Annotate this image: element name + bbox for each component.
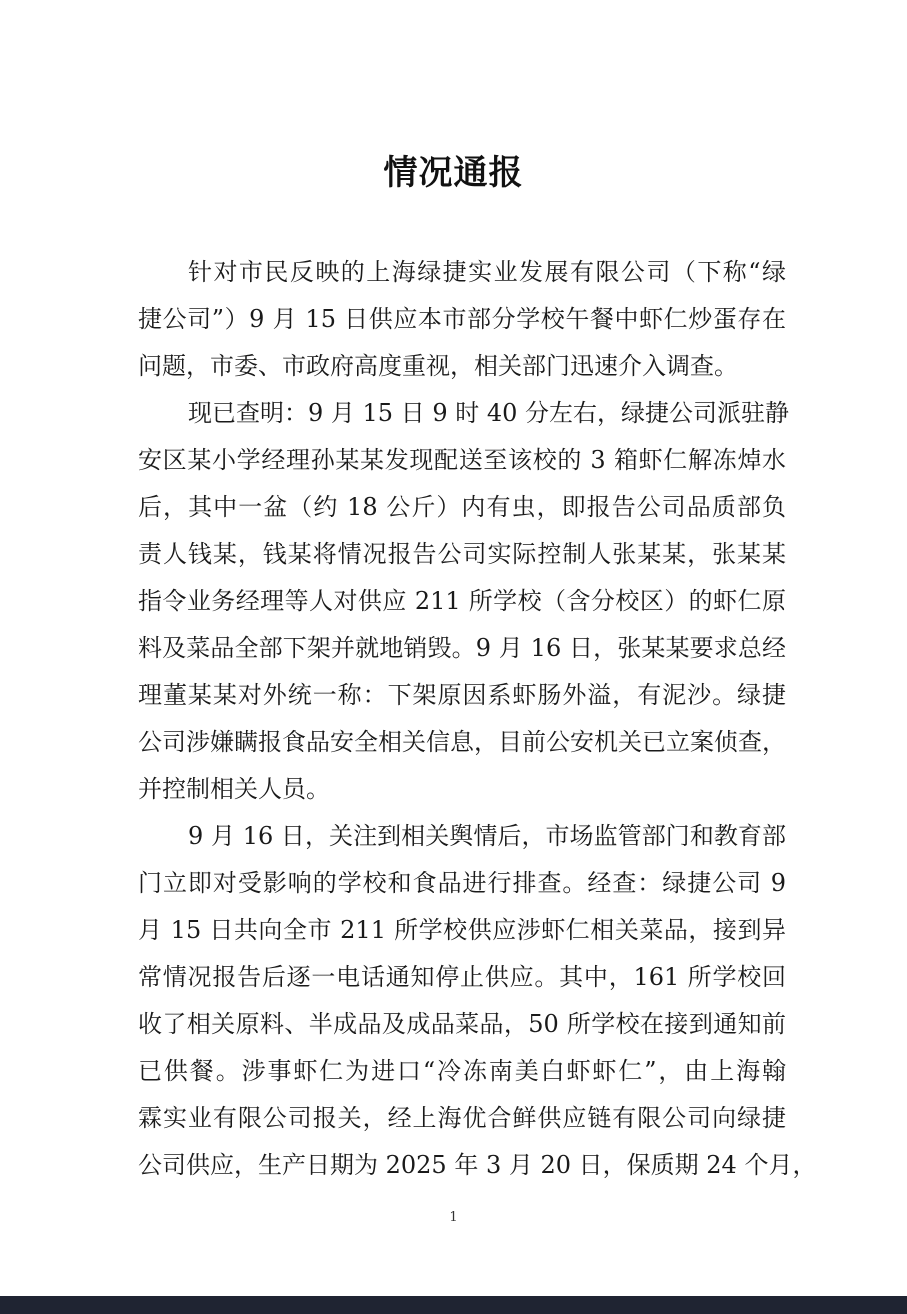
paragraph-line: 月 15 日共向全市 211 所学校供应涉虾仁相关菜品，接到异 bbox=[138, 916, 786, 944]
paragraph-2 bbox=[138, 390, 790, 813]
document-body bbox=[138, 249, 817, 1189]
paragraph-line: 收了相关原料、半成品及成品菜品，50 所学校在接到通知前 bbox=[138, 1010, 786, 1038]
paragraph-line: 后，其中一盆（约 18 公斤）内有虫，即报告公司品质部负 bbox=[138, 493, 786, 521]
paragraph-line: 已供餐。涉事虾仁为进口“冷冻南美白虾虾仁”，由上海翰 bbox=[138, 1057, 786, 1085]
paragraph-line: 理董某某对外统一称：下架原因系虾肠外溢，有泥沙。绿捷 bbox=[138, 681, 786, 709]
paragraph-line: 霖实业有限公司报关，经上海优合鲜供应链有限公司向绿捷 bbox=[138, 1104, 786, 1132]
paragraph-line: 捷公司”）9 月 15 日供应本市部分学校午餐中虾仁炒蛋存在 bbox=[138, 305, 786, 333]
paragraph-line: 现已查明：9 月 15 日 9 时 40 分左右，绿捷公司派驻静 bbox=[188, 399, 790, 427]
paragraph-line: 9 月 16 日，关注到相关舆情后，市场监管部门和教育部 bbox=[188, 822, 786, 850]
page-number: 1 bbox=[449, 1210, 458, 1225]
paragraph-3 bbox=[138, 813, 817, 1189]
paragraph-line: 公司涉嫌瞒报食品安全相关信息，目前公安机关已立案侦查， bbox=[138, 728, 786, 756]
paragraph-line: 公司供应，生产日期为 2025 年 3 月 20 日，保质期 24 个月， bbox=[138, 1151, 817, 1179]
paragraph-line: 常情况报告后逐一电话通知停止供应。其中，161 所学校回 bbox=[138, 963, 786, 991]
paragraph-line: 指令业务经理等人对供应 211 所学校（含分校区）的虾仁原 bbox=[138, 587, 786, 615]
paragraph-line: 门立即对受影响的学校和食品进行排查。经查：绿捷公司 9 bbox=[138, 869, 786, 897]
paragraph-line: 针对市民反映的上海绿捷实业发展有限公司（下称“绿 bbox=[188, 258, 786, 286]
paragraph-1 bbox=[138, 249, 786, 390]
bottom-bar bbox=[0, 1296, 907, 1314]
paragraph-line: 料及菜品全部下架并就地销毁。9 月 16 日，张某某要求总经 bbox=[138, 634, 786, 662]
document-title: 情况通报 bbox=[383, 153, 524, 193]
paragraph-line: 问题，市委、市政府高度重视，相关部门迅速介入调查。 bbox=[138, 352, 738, 380]
paragraph-line: 并控制相关人员。 bbox=[138, 775, 330, 803]
paragraph-line: 安区某小学经理孙某某发现配送至该校的 3 箱虾仁解冻焯水 bbox=[138, 446, 786, 474]
paragraph-line: 责人钱某，钱某将情况报告公司实际控制人张某某，张某某 bbox=[138, 540, 786, 568]
